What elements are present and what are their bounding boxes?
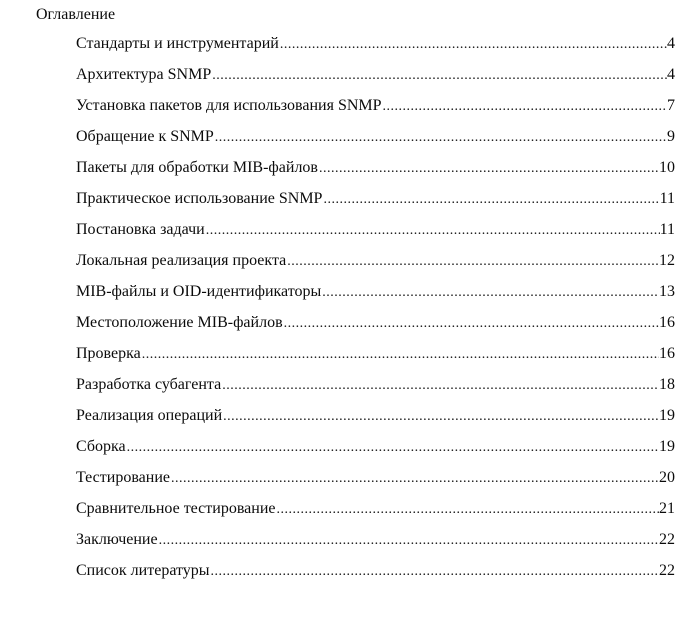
toc-entry-leader	[141, 346, 659, 364]
toc-entry-leader	[221, 377, 659, 395]
toc-entry-label: MIB-файлы и OID-идентификаторы	[76, 283, 322, 300]
toc-entry-page-number: 20	[659, 469, 675, 486]
toc-entry-label: Обращение к SNMP	[76, 128, 214, 145]
toc-entry-label: Заключение	[76, 531, 158, 548]
toc-entry[interactable]	[76, 376, 675, 395]
toc-entry[interactable]	[76, 562, 675, 581]
toc-entry[interactable]	[76, 221, 675, 240]
toc-entry-leader	[321, 284, 659, 302]
toc-entry[interactable]	[76, 531, 675, 550]
toc-entry[interactable]	[76, 128, 675, 147]
toc-heading: Оглавление	[36, 6, 116, 23]
toc-entry-label: Установка пакетов для использования SNMP	[76, 97, 382, 114]
toc-entry-page-number: 11	[659, 190, 675, 207]
toc-entry[interactable]	[76, 190, 675, 209]
toc-entry[interactable]	[76, 283, 675, 302]
toc-entry-page-number: 4	[667, 35, 675, 52]
toc-entry[interactable]	[76, 314, 675, 333]
toc-entry-label: Пакеты для обработки MIB-файлов	[76, 159, 318, 176]
toc-entry-label: Тестирование	[76, 469, 170, 486]
toc-entry-leader	[126, 439, 659, 457]
toc-entry[interactable]	[76, 159, 675, 178]
toc-entry-page-number: 9	[667, 128, 675, 145]
toc-entry-label: Местоположение MIB-файлов	[76, 314, 283, 331]
toc-entry-page-number: 21	[659, 500, 675, 517]
toc-entry[interactable]	[76, 407, 675, 426]
toc-entry-page-number: 7	[667, 97, 675, 114]
toc-entry-page-number: 19	[659, 407, 675, 424]
toc-entry-leader	[222, 408, 659, 426]
toc-entry[interactable]	[76, 500, 675, 519]
toc-entry-leader	[318, 160, 659, 178]
toc-entry-page-number: 12	[659, 252, 675, 269]
toc-entry-page-number: 13	[659, 283, 675, 300]
toc-entry-page-number: 22	[659, 562, 675, 579]
toc-entry-page-number: 16	[659, 314, 675, 331]
toc-entry-page-number: 22	[659, 531, 675, 548]
toc-entry[interactable]	[76, 66, 675, 85]
toc-entry-page-number: 10	[659, 159, 675, 176]
toc-entry-label: Архитектура SNMP	[76, 66, 212, 83]
toc-entry-page-number: 11	[659, 221, 675, 238]
toc-entry-leader	[214, 129, 667, 147]
toc-entry-leader	[286, 253, 659, 271]
toc-entry-leader	[382, 98, 667, 116]
toc-entry-leader	[211, 67, 667, 85]
toc-entry-leader	[205, 222, 660, 240]
toc-entry[interactable]	[76, 35, 675, 54]
toc-entry-page-number: 19	[659, 438, 675, 455]
toc-entry[interactable]	[76, 438, 675, 457]
toc-entry[interactable]	[76, 252, 675, 271]
toc-entry-label: Разработка субагента	[76, 376, 222, 393]
toc-entry-label: Локальная реализация проекта	[76, 252, 287, 269]
toc-entry-leader	[322, 191, 659, 209]
toc-entry-leader	[170, 470, 659, 488]
toc-entry[interactable]	[76, 345, 675, 364]
toc-entry-label: Проверка	[76, 345, 141, 362]
toc-entry-label: Сборка	[76, 438, 126, 455]
toc-entry[interactable]	[76, 97, 675, 116]
toc-entry-label: Сравнительное тестирование	[76, 500, 276, 517]
toc-entry-leader	[279, 36, 667, 54]
toc-entry-label: Постановка задачи	[76, 221, 205, 238]
toc-entry-leader	[158, 532, 659, 550]
toc-entry-label: Реализация операций	[76, 407, 223, 424]
toc-entry-leader	[276, 501, 659, 519]
toc-entry-label: Стандарты и инструментарий	[76, 35, 279, 52]
toc-entry-leader	[210, 563, 659, 581]
toc-entry-leader	[283, 315, 659, 333]
toc-entry-page-number: 4	[667, 66, 675, 83]
toc-entry-label: Практическое использование SNMP	[76, 190, 323, 207]
toc-entry-page-number: 18	[659, 376, 675, 393]
toc-entry[interactable]	[76, 469, 675, 488]
toc-entry-page-number: 16	[659, 345, 675, 362]
toc-entry-label: Список литературы	[76, 562, 210, 579]
